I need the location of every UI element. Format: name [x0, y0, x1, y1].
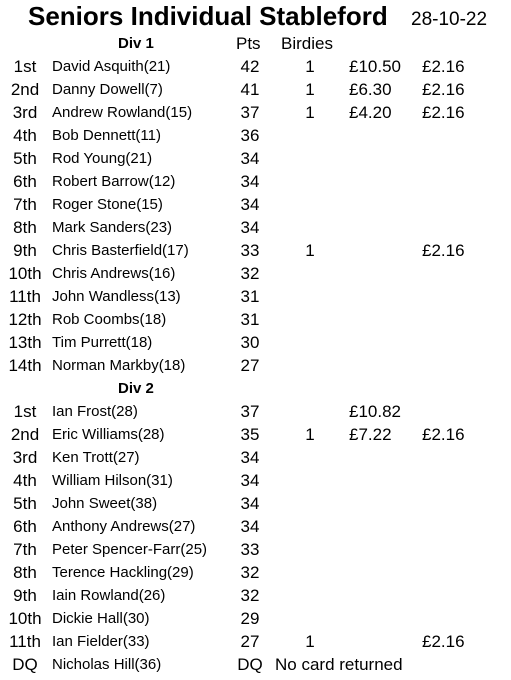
- birdies: 1: [305, 632, 315, 651]
- player-name: Iain Rowland(26): [52, 587, 166, 604]
- player-name: William Hilson(31): [52, 472, 173, 489]
- result-row: [0, 101, 511, 124]
- player-name: Bob Dennett(11): [52, 127, 161, 144]
- disqualified-row: [0, 653, 511, 676]
- points: 37: [240, 103, 260, 122]
- position: 9th: [13, 241, 37, 260]
- points: 31: [240, 287, 260, 306]
- player-name: Chris Andrews(16): [52, 265, 176, 282]
- result-row: [0, 193, 511, 216]
- player-name: Ian Frost(28): [52, 403, 138, 420]
- points: 42: [240, 57, 260, 76]
- birdies-column-header: Birdies: [281, 34, 333, 53]
- points: 27: [240, 632, 260, 651]
- result-row: [0, 561, 511, 584]
- player-name: Mark Sanders(23): [52, 219, 173, 236]
- result-row: [0, 285, 511, 308]
- player-name: Nicholas Hill(36): [52, 656, 162, 673]
- position: 1st: [13, 402, 37, 421]
- result-row: [0, 55, 511, 78]
- position: 6th: [13, 172, 37, 191]
- position: DQ: [12, 655, 38, 674]
- player-name: Ian Fielder(33): [52, 633, 150, 650]
- position: 7th: [13, 540, 37, 559]
- result-row: [0, 124, 511, 147]
- birdies: 1: [305, 57, 315, 76]
- points: 34: [240, 172, 260, 191]
- player-name: John Wandless(13): [52, 288, 181, 305]
- result-row: [0, 262, 511, 285]
- position: 4th: [13, 471, 37, 490]
- player-name: Terence Hackling(29): [52, 564, 194, 581]
- player-name: Rob Coombs(18): [52, 311, 167, 328]
- result-row: [0, 423, 511, 446]
- position: 12th: [8, 310, 42, 329]
- player-name: Chris Basterfield(17): [52, 242, 189, 259]
- points: 31: [240, 310, 260, 329]
- division-2-heading: Div 2: [118, 380, 154, 397]
- player-name: Eric Williams(28): [52, 426, 165, 443]
- position: 7th: [13, 195, 37, 214]
- result-row: [0, 216, 511, 239]
- position: 9th: [13, 586, 37, 605]
- result-row: [0, 308, 511, 331]
- player-name: John Sweet(38): [52, 495, 158, 512]
- points: 32: [240, 586, 260, 605]
- position: 5th: [13, 149, 37, 168]
- division-1-heading: Div 1: [118, 35, 154, 52]
- position: 14th: [8, 356, 42, 375]
- position: 10th: [8, 609, 42, 628]
- twos-money: £2.16: [422, 425, 465, 444]
- prize-money: £6.30: [349, 80, 392, 99]
- birdies: 1: [305, 241, 315, 260]
- points: 34: [240, 517, 260, 536]
- points: 35: [240, 425, 260, 444]
- prize-money: £10.50: [349, 57, 401, 76]
- position: 2nd: [10, 425, 40, 444]
- birdies: 1: [305, 80, 315, 99]
- position: 2nd: [10, 80, 40, 99]
- position: 11th: [9, 287, 41, 306]
- result-row: [0, 630, 511, 653]
- player-name: Rod Young(21): [52, 150, 153, 167]
- event-date: 28-10-22: [411, 9, 488, 30]
- position: 11th: [9, 632, 41, 651]
- points: 32: [240, 563, 260, 582]
- twos-money: £2.16: [422, 57, 465, 76]
- result-row: [0, 239, 511, 262]
- position: 4th: [13, 126, 37, 145]
- points: 33: [240, 540, 260, 559]
- birdies: 1: [305, 425, 315, 444]
- position: 8th: [13, 218, 37, 237]
- result-row: [0, 170, 511, 193]
- twos-money: £2.16: [422, 103, 465, 122]
- points: 34: [240, 471, 260, 490]
- page-title: Seniors Individual Stableford: [28, 1, 388, 31]
- result-row: [0, 492, 511, 515]
- birdies: 1: [305, 103, 315, 122]
- result-row: [0, 469, 511, 492]
- position: 5th: [13, 494, 37, 513]
- prize-money: £4.20: [349, 103, 392, 122]
- points: 32: [240, 264, 260, 283]
- player-name: Robert Barrow(12): [52, 173, 176, 190]
- result-row: [0, 538, 511, 561]
- position: 1st: [13, 57, 37, 76]
- position: 10th: [8, 264, 42, 283]
- points-column-header: Pts: [236, 34, 261, 53]
- position: 3rd: [12, 448, 38, 467]
- points: DQ: [237, 655, 263, 674]
- twos-money: £2.16: [422, 80, 465, 99]
- player-name: Tim Purrett(18): [52, 334, 153, 351]
- player-name: Ken Trott(27): [52, 449, 140, 466]
- result-row: [0, 78, 511, 101]
- player-name: Danny Dowell(7): [52, 81, 163, 98]
- position: 13th: [8, 333, 42, 352]
- result-row: [0, 147, 511, 170]
- twos-money: £2.16: [422, 632, 465, 651]
- player-name: Norman Markby(18): [52, 357, 186, 374]
- player-name: Roger Stone(15): [52, 196, 163, 213]
- position: 6th: [13, 517, 37, 536]
- disqualification-note: No card returned: [275, 655, 403, 674]
- twos-money: £2.16: [422, 241, 465, 260]
- points: 29: [240, 609, 260, 628]
- prize-money: £7.22: [349, 425, 392, 444]
- player-name: Peter Spencer-Farr(25): [52, 541, 208, 558]
- player-name: David Asquith(21): [52, 58, 171, 75]
- points: 36: [240, 126, 260, 145]
- result-row: [0, 584, 511, 607]
- result-row: [0, 515, 511, 538]
- result-row: [0, 331, 511, 354]
- points: 34: [240, 195, 260, 214]
- result-row: [0, 446, 511, 469]
- points: 34: [240, 149, 260, 168]
- player-name: Dickie Hall(30): [52, 610, 150, 627]
- points: 34: [240, 218, 260, 237]
- result-row: [0, 607, 511, 630]
- prize-money: £10.82: [349, 402, 401, 421]
- player-name: Andrew Rowland(15): [52, 104, 193, 121]
- points: 34: [240, 494, 260, 513]
- points: 27: [240, 356, 260, 375]
- points: 34: [240, 448, 260, 467]
- points: 33: [240, 241, 260, 260]
- points: 30: [240, 333, 260, 352]
- position: 3rd: [12, 103, 38, 122]
- result-row: [0, 354, 511, 377]
- result-row: [0, 400, 511, 423]
- position: 8th: [13, 563, 37, 582]
- points: 37: [240, 402, 260, 421]
- player-name: Anthony Andrews(27): [52, 518, 196, 535]
- points: 41: [240, 80, 260, 99]
